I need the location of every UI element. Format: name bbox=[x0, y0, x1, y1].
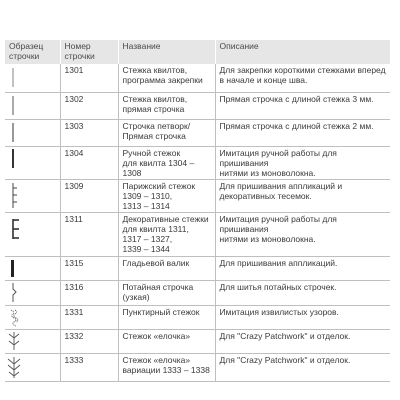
stitch-description: Для "Crazy Patchwork" и отделок. bbox=[219, 330, 351, 341]
table-row bbox=[5, 256, 390, 280]
stitch-description: Имитация ручной работы для пришивания нитями из моноволокна. bbox=[219, 147, 337, 178]
table-row bbox=[5, 119, 390, 146]
patchwork-straight-stitch-icon bbox=[5, 120, 60, 145]
stitch-number: 1333 bbox=[60, 353, 118, 381]
header-name: Название bbox=[118, 40, 215, 64]
header-sample: Образец строчки bbox=[5, 40, 60, 64]
stitch-description: Для закрепки короткими стежками вперед в начале и конце шва. bbox=[219, 65, 386, 85]
stitch-number: 1303 bbox=[60, 119, 118, 146]
stitch-name: Стежок «елочка» вариации 1333 – 1338 bbox=[118, 353, 215, 381]
stitch-number: 1332 bbox=[60, 329, 118, 353]
satin-stitch-icon bbox=[5, 257, 60, 279]
feather-variation-stitch-icon bbox=[5, 354, 60, 380]
stitch-number: 1302 bbox=[60, 92, 118, 119]
stitch-number: 1309 bbox=[60, 179, 118, 212]
stitch-name: Строчка петворк/ Прямая строчка bbox=[118, 119, 215, 146]
paris-stitch-icon bbox=[5, 180, 60, 211]
stitch-name: Декоративные стежки для квилта 1311, 1317 – 1327, 1339 – 1344 bbox=[118, 212, 215, 256]
table-row bbox=[5, 146, 390, 179]
stitch-name: Ручной стежок для квилта 1304 – 1308 bbox=[118, 146, 215, 179]
stitch-description: Для шитья потайных строчек. bbox=[219, 281, 337, 292]
stitch-name: Пунктирный стежок bbox=[118, 305, 215, 329]
table-row bbox=[5, 305, 390, 329]
hand-quilt-stitch-icon bbox=[5, 147, 60, 170]
stitch-number: 1331 bbox=[60, 305, 118, 329]
stitch-number: 1315 bbox=[60, 256, 118, 280]
header-description: Описание bbox=[219, 41, 259, 51]
feather-stitch-icon bbox=[5, 330, 60, 352]
stitch-name: Стежка квилтов, прямая строчка bbox=[118, 92, 215, 119]
decorative-quilt-stitch-icon bbox=[5, 213, 60, 255]
table-row bbox=[5, 179, 390, 212]
stitch-description: Для пришивания аппликаций и декоративных тесемок. bbox=[219, 180, 343, 201]
table-row bbox=[5, 64, 390, 92]
straight-stitch-icon bbox=[5, 93, 60, 118]
stitch-number: 1311 bbox=[60, 212, 118, 256]
stitch-name: Потайная строчка (узкая) bbox=[118, 280, 215, 305]
tiny-straight-stitch-icon bbox=[5, 64, 60, 90]
table-header-row bbox=[5, 40, 390, 64]
stitch-table bbox=[5, 40, 390, 382]
stipple-stitch-icon bbox=[5, 306, 60, 328]
stitch-name: Стежка квилтов, программа закрепки bbox=[118, 64, 215, 92]
stitch-description: Имитация ручной работы для пришивания нитями из моноволокна. bbox=[219, 213, 337, 244]
header-number: Номер строчки bbox=[60, 40, 118, 64]
stitch-number: 1304 bbox=[60, 146, 118, 179]
stitch-number: 1301 bbox=[60, 64, 118, 92]
stitch-description: Для "Crazy Patchwork" и отделок. bbox=[219, 354, 351, 365]
stitch-name: Парижский стежок 1309 – 1310, 1313 – 1314 bbox=[118, 179, 215, 212]
stitch-description: Прямая строчка с длиной стежка 2 мм. bbox=[219, 120, 374, 131]
table-row bbox=[5, 212, 390, 256]
stitch-description: Прямая строчка с длиной стежка 3 мм. bbox=[219, 93, 374, 104]
table-row bbox=[5, 353, 390, 381]
stitch-name: Стежок «елочка» bbox=[118, 329, 215, 353]
stitch-name: Гладьевой валик bbox=[118, 256, 215, 280]
table-row bbox=[5, 92, 390, 119]
blind-stitch-icon bbox=[5, 281, 60, 304]
table-row bbox=[5, 329, 390, 353]
table-row bbox=[5, 280, 390, 305]
stitch-description: Имитация извилистых узоров. bbox=[219, 306, 339, 317]
stitch-number: 1316 bbox=[60, 280, 118, 305]
stitch-description: Для пришивания аппликаций. bbox=[219, 257, 338, 268]
